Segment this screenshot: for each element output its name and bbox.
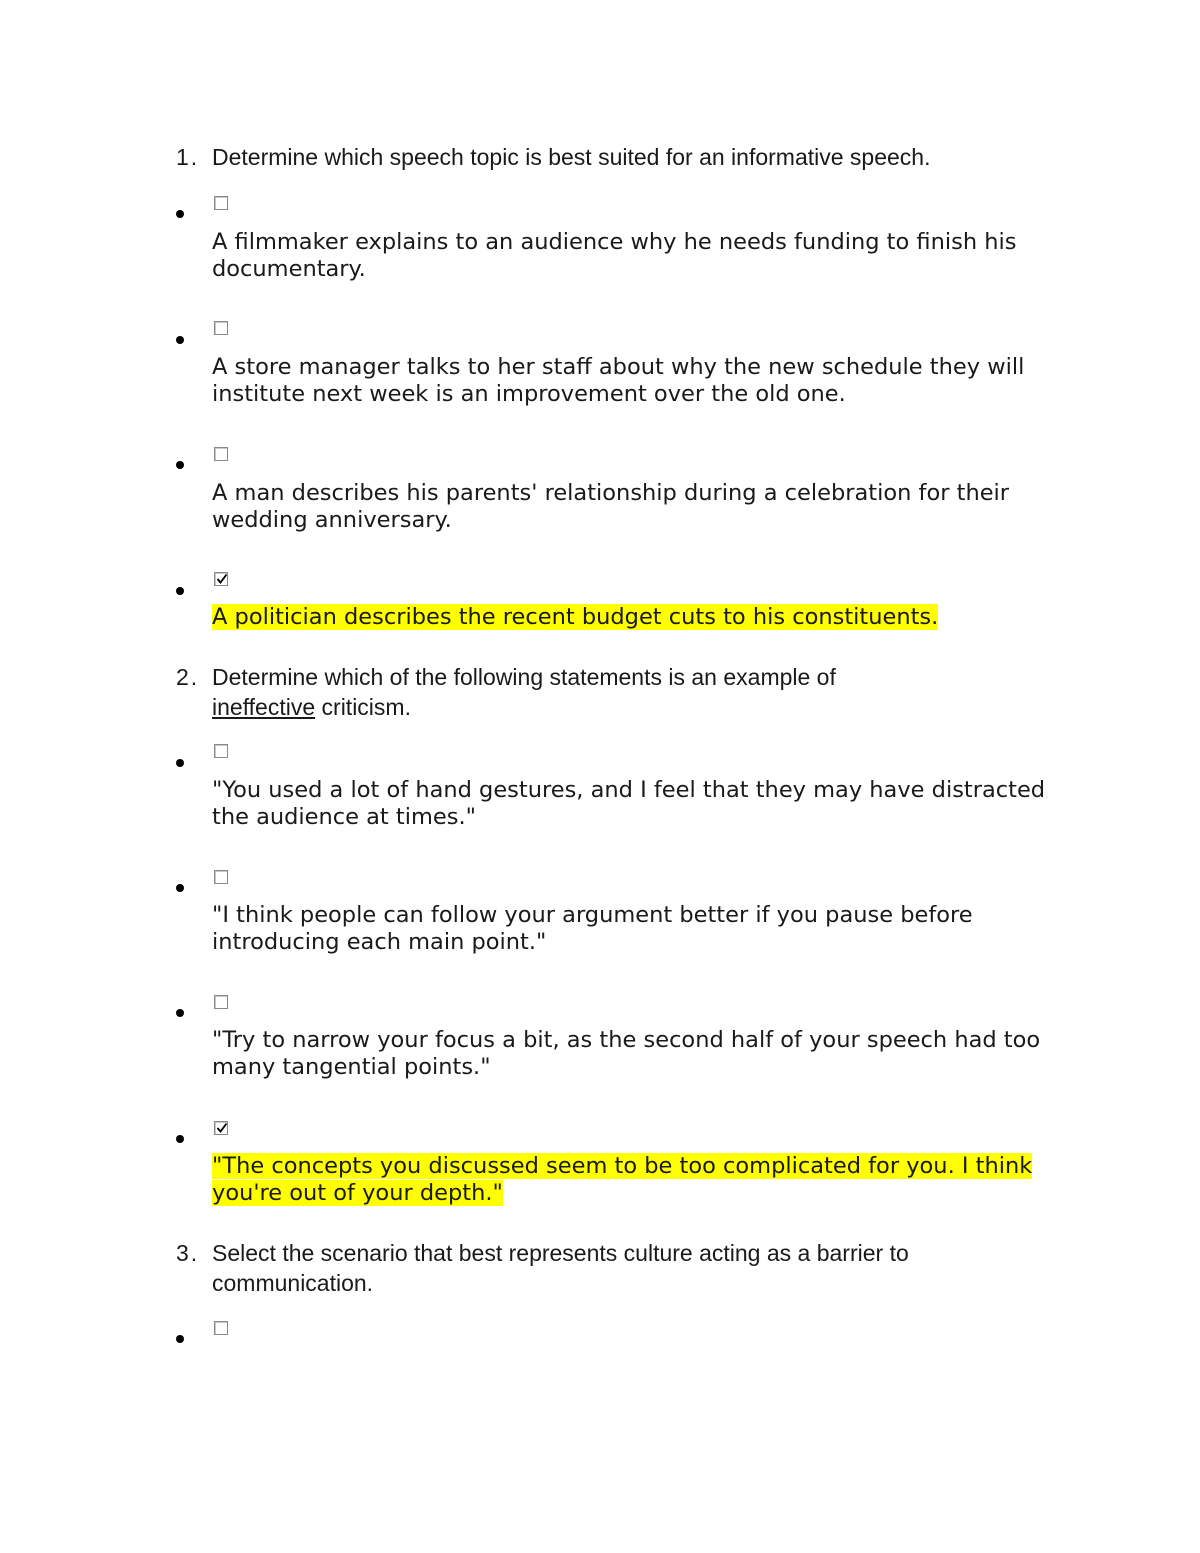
checkbox-checked[interactable] bbox=[214, 572, 228, 586]
option-text: A store manager talks to her staff about why the new schedule they will institute next week is an improvement over the old one. bbox=[212, 354, 1025, 407]
option-text: "Try to narrow your focus a bit, as the second half of your speech had too many tangential points." bbox=[212, 1027, 1041, 1080]
question-1 bbox=[176, 142, 1056, 172]
question-number: 2. bbox=[176, 664, 200, 690]
checkbox[interactable] bbox=[214, 321, 228, 335]
checkmark-icon bbox=[216, 573, 228, 585]
bullet bbox=[176, 587, 184, 595]
question-text-emphasis: ineffective bbox=[212, 694, 316, 720]
question-text: Determine which speech topic is best suited for an informative speech. bbox=[212, 144, 931, 170]
checkbox[interactable] bbox=[214, 196, 228, 210]
option-text: A man describes his parents' relationship during a celebration for their wedding anniversary. bbox=[212, 480, 1010, 533]
question-number: 3. bbox=[176, 1240, 200, 1266]
question-text-start: Determine which of the following statements is an example of bbox=[212, 664, 836, 690]
bullet bbox=[176, 461, 184, 469]
question-number: 1. bbox=[176, 144, 200, 170]
question-text-end: criticism. bbox=[321, 694, 411, 720]
bullet bbox=[176, 1335, 184, 1343]
checkmark-icon bbox=[216, 1122, 228, 1134]
bullet bbox=[176, 759, 184, 767]
bullet bbox=[176, 884, 184, 892]
option-text-correct bbox=[212, 1153, 1072, 1207]
checkbox[interactable] bbox=[214, 870, 228, 884]
question-2 bbox=[176, 662, 1056, 722]
option-text: "You used a lot of hand gestures, and I feel that they may have distracted the audience at times." bbox=[212, 777, 1046, 830]
question-text: Select the scenario that best represents culture acting as a barrier to communication. bbox=[212, 1240, 909, 1296]
bullet bbox=[176, 210, 184, 218]
option-text: "I think people can follow your argument better if you pause before introducing each main point." bbox=[212, 902, 973, 955]
question-3 bbox=[176, 1238, 1056, 1298]
checkbox[interactable] bbox=[214, 995, 228, 1009]
bullet bbox=[176, 1135, 184, 1143]
checkbox[interactable] bbox=[214, 1321, 228, 1335]
checkbox[interactable] bbox=[214, 744, 228, 758]
option-text-correct bbox=[212, 604, 1072, 631]
bullet bbox=[176, 1009, 184, 1017]
highlighted-answer: "The concepts you discussed seem to be too complicated for you. I think you're out of your depth." bbox=[212, 1153, 1033, 1206]
bullet bbox=[176, 336, 184, 344]
checkbox-checked[interactable] bbox=[214, 1121, 228, 1135]
question-text bbox=[212, 662, 912, 722]
highlighted-answer: A politician describes the recent budget cuts to his constituents. bbox=[212, 604, 939, 630]
option-text: A filmmaker explains to an audience why he needs funding to finish his documentary. bbox=[212, 229, 1017, 282]
checkbox[interactable] bbox=[214, 447, 228, 461]
